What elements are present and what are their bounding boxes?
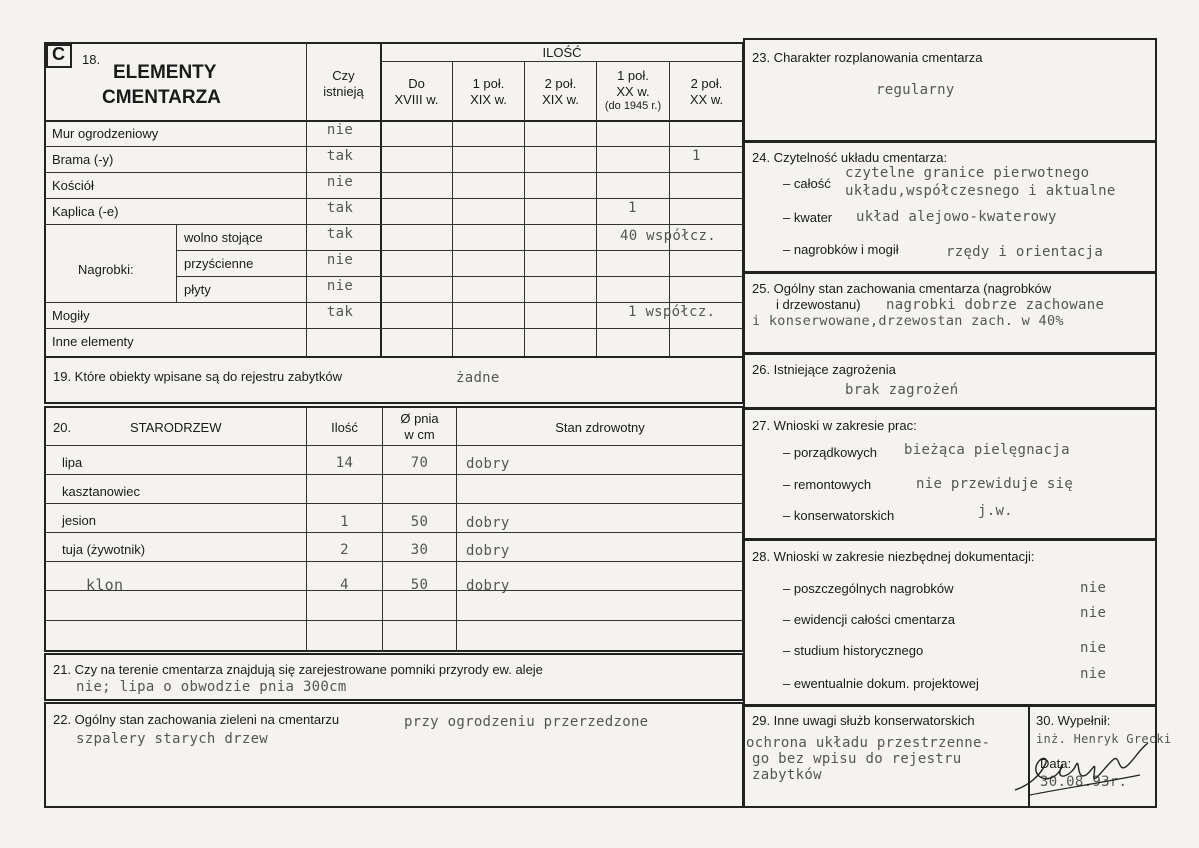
section-28-label: 28. Wnioski w zakresie niezbędnej dokumentacji:	[752, 549, 1035, 564]
section-27-konserwatorskich-label: – konserwatorskich	[783, 508, 895, 523]
section-27-remontowych-label: – remontowych	[783, 477, 872, 492]
row-exists-kaplica: tak	[326, 200, 354, 216]
row-exists-kosciol: nie	[326, 174, 354, 190]
brama-period5-value: 1	[692, 148, 701, 164]
section-22-label: 22. Ogólny stan zachowania zieleni na cmentarzu	[53, 712, 340, 727]
section-24-nagrobkow-label: – nagrobków i mogił	[783, 242, 899, 257]
section-22-value-1: przy ogrodzeniu przerzedzone	[404, 714, 649, 730]
section-29-value-3: zabytków	[752, 767, 822, 783]
tree-name-lipa: lipa	[62, 455, 83, 470]
col-qty-header: Ilość	[331, 420, 358, 435]
section-24-kwater-label: – kwater	[783, 210, 833, 225]
section-27-konserwatorskich-value: j.w.	[978, 503, 1013, 519]
tree-qty-tuja: 2	[340, 542, 349, 558]
section-28-nagrobkow-label: – poszczególnych nagrobków	[783, 581, 954, 596]
section-24-kwater-value: układ alejowo-kwaterowy	[856, 209, 1057, 225]
section-29-label: 29. Inne uwagi służb konserwatorskich	[752, 713, 975, 728]
tree-health-tuja: dobry	[466, 543, 510, 559]
row-exists-brama: tak	[326, 148, 354, 164]
mogily-period4-value: 1 współcz.	[628, 304, 716, 320]
row-label-przyscienne: przyścienne	[184, 256, 254, 271]
section-29-value-1: ochrona układu przestrzenne-	[746, 735, 991, 751]
section-20-number: 20.	[53, 420, 72, 435]
section-26-value: brak zagrożeń	[845, 382, 959, 398]
row-label-mogily: Mogiły	[52, 308, 90, 323]
section-28-projektowej-label: – ewentualnie dokum. projektowej	[783, 676, 979, 691]
tree-name-jesion: jesion	[62, 513, 96, 528]
row-exists-plyty: nie	[326, 278, 354, 294]
period-header-2: 1 poł. XIX w.	[470, 76, 507, 107]
section-20-title: STARODRZEW	[130, 420, 222, 435]
section-21-label: 21. Czy na terenie cmentarza znajdują się zarejestrowane pomniki przyrody ew. aleje	[53, 662, 543, 677]
tree-health-lipa: dobry	[466, 456, 510, 472]
section-24-calosc-label: – całość	[783, 176, 831, 191]
tree-trunk-tuja: 30	[410, 542, 429, 558]
tree-qty-lipa: 14	[335, 455, 354, 471]
row-label-plyty: płyty	[184, 282, 211, 297]
section-30-label: 30. Wypełnił:	[1036, 713, 1111, 728]
row-label-inne: Inne elementy	[52, 334, 134, 349]
section-27-remontowych-value: nie przewiduje się	[916, 476, 1074, 492]
section-19-label: 19. Które obiekty wpisane są do rejestru zabytków	[53, 369, 343, 384]
section-25-value-1: nagrobki dobrze zachowane	[886, 297, 1105, 313]
section-18-title-line1: ELEMENTY	[113, 62, 217, 83]
section-30-name: inż. Henryk Grecki	[1036, 732, 1172, 746]
tree-name-kasztanowiec: kasztanowiec	[62, 484, 141, 499]
section-25-value-2: i konserwowane,drzewostan zach. w 40%	[752, 313, 1064, 329]
section-23-label: 23. Charakter rozplanowania cmentarza	[752, 50, 983, 65]
row-exists-mur: nie	[326, 122, 354, 138]
row-exists-mogily: tak	[326, 304, 354, 320]
row-exists-przyscienne: nie	[326, 252, 354, 268]
section-27-label: 27. Wnioski w zakresie prac:	[752, 418, 917, 433]
section-28-projektowej-value: nie	[1080, 666, 1107, 682]
period-header-4: 1 poł. XX w.	[616, 68, 650, 99]
period-header-5: 2 poł. XX w.	[689, 76, 724, 107]
wolno-stojace-period4-value: 40 współcz.	[620, 228, 717, 244]
section-29-value-2: go bez wpisu do rejestru	[752, 751, 962, 767]
section-24-calosc-value-2: układu,współczesnego i aktualne	[845, 183, 1116, 199]
section-25-label-1: 25. Ogólny stan zachowania cmentarza (nagrobków	[752, 281, 1052, 296]
section-26-label: 26. Istniejące zagrożenia	[752, 362, 896, 377]
section-28-ewidencji-label: – ewidencji całości cmentarza	[783, 612, 955, 627]
section-letter: C	[52, 44, 65, 64]
row-label-mur: Mur ogrodzeniowy	[52, 126, 159, 141]
section-21-value: nie; lipa o obwodzie pnia 300cm	[76, 679, 347, 695]
tree-name-tuja: tuja (żywotnik)	[62, 542, 146, 557]
row-label-brama: Brama (-y)	[52, 152, 114, 167]
col-trunk-header: Ø pnia w cm	[400, 411, 439, 442]
tree-health-klon: dobry	[466, 578, 510, 594]
row-label-nagrobki: Nagrobki:	[78, 262, 134, 277]
section-30-date-label: Data:	[1040, 756, 1072, 771]
col-health-header: Stan zdrowotny	[555, 420, 645, 435]
tree-trunk-lipa: 70	[410, 455, 429, 471]
section-19-value: żadne	[456, 370, 500, 386]
section-23-value: regularny	[876, 82, 955, 98]
row-label-kaplica: Kaplica (-e)	[52, 204, 119, 219]
section-30-date: 30.08.93r.	[1040, 774, 1128, 790]
period-header-1: Do XVIII w.	[394, 76, 439, 107]
section-24-nagrobkow-value: rzędy i orientacja	[946, 244, 1104, 260]
section-18-number: 18.	[82, 52, 101, 67]
section-27-porzadkowych-label: – porządkowych	[783, 445, 877, 460]
tree-name-klon: klon	[86, 576, 124, 594]
tree-health-jesion: dobry	[466, 515, 510, 531]
period-header-3: 2 poł. XIX w.	[542, 76, 579, 107]
ilosc-header: ILOŚĆ	[542, 45, 582, 60]
row-label-wolno-stojace: wolno stojące	[184, 230, 263, 245]
kaplica-period4-value: 1	[628, 200, 637, 216]
section-27-porzadkowych-value: bieżąca pielęgnacja	[904, 442, 1070, 458]
section-24-calosc-value-1: czytelne granice pierwotnego	[845, 165, 1090, 181]
section-28-studium-value: nie	[1080, 640, 1107, 656]
period-header-4-note: (do 1945 r.)	[604, 100, 662, 112]
tree-qty-klon: 4	[340, 577, 349, 593]
section-28-nagrobkow-value: nie	[1080, 580, 1107, 596]
tree-qty-jesion: 1	[340, 514, 349, 530]
section-18-title-line2: CMENTARZA	[102, 87, 221, 108]
section-28-ewidencji-value: nie	[1080, 605, 1107, 621]
row-label-kosciol: Kościół	[52, 178, 94, 193]
tree-trunk-jesion: 50	[410, 514, 429, 530]
section-22-value-2: szpalery starych drzew	[76, 731, 269, 747]
section-28-studium-label: – studium historycznego	[783, 643, 924, 658]
col-exists-header: Czy istnieją	[323, 68, 364, 99]
section-24-label: 24. Czytelność układu cmentarza:	[752, 150, 948, 165]
row-exists-wolno-stojace: tak	[326, 226, 354, 242]
signature-scribble	[1010, 735, 1155, 800]
section-25-label-2: i drzewostanu)	[776, 297, 861, 312]
tree-trunk-klon: 50	[410, 577, 429, 593]
